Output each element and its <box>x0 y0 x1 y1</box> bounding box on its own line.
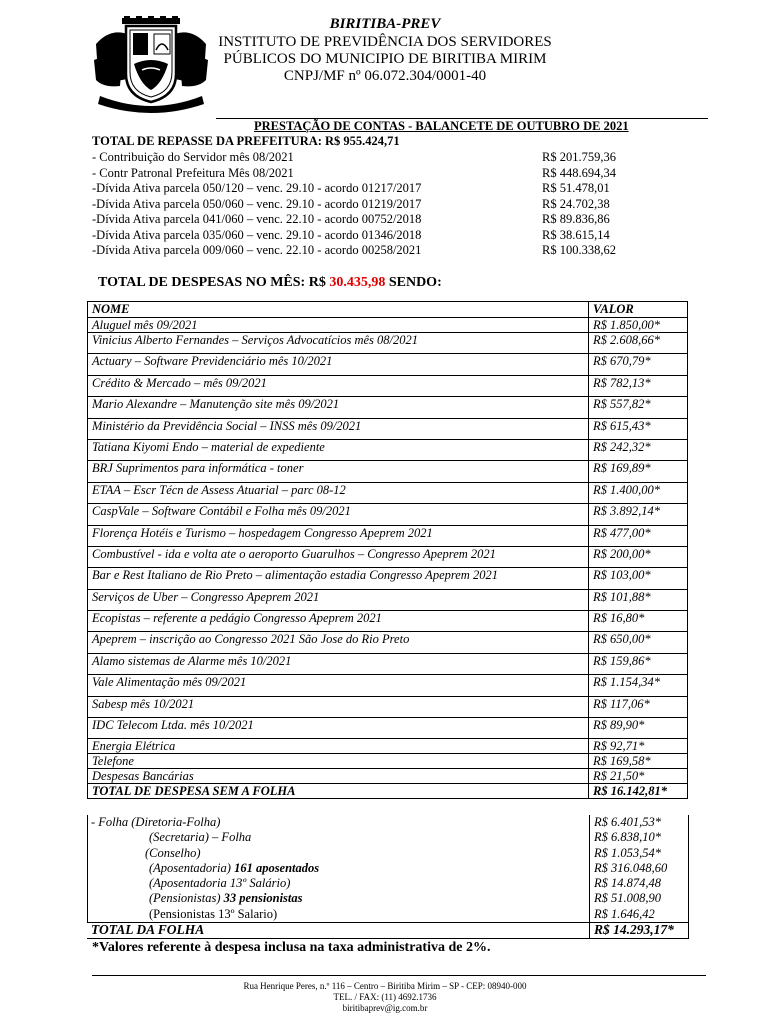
repasse-list <box>92 150 652 259</box>
folha-row-value: R$ 1.053,54* <box>594 845 662 860</box>
repasse-item-label: -Dívida Ativa parcela 035/060 – venc. 29.10 - acordo 01346/2018 <box>92 227 422 242</box>
repasse-item-value: R$ 38.615,14 <box>542 227 610 242</box>
folha-row-value: R$ 6.838,10* <box>594 830 662 845</box>
repasse-item-label: -Dívida Ativa parcela 041/060 – venc. 22.10 - acordo 00752/2018 <box>92 212 422 226</box>
expense-name: Energia Elétrica <box>88 739 589 754</box>
expense-name: CaspVale – Software Contábil e Folha mês 09/2021 <box>88 504 589 525</box>
repasse-item-value: R$ 24.702,38 <box>542 196 610 211</box>
table-row <box>88 769 688 784</box>
folha-row-label: - Folha (Diretoria-Folha) <box>91 815 221 829</box>
folha-row-value: R$ 316.048,60 <box>594 860 668 875</box>
footer-email: biritibaprev@ig.com.br <box>342 1003 428 1013</box>
repasse-item-label: -Dívida Ativa parcela 050/120 – venc. 29.10 - acordo 01217/2017 <box>92 181 422 195</box>
table-row <box>88 653 688 674</box>
expense-name: Aluguel mês 09/2021 <box>88 318 589 333</box>
expense-name: Combustível - ida e volta ate o aeroporto Guarulhos – Congresso Apeprem 2021 <box>88 546 589 567</box>
folha-row-label: (Aposentadoria 13º Salário) <box>149 876 291 891</box>
expense-name: TOTAL DE DESPESA SEM A FOLHA <box>88 784 589 799</box>
expense-value: R$ 2.608,66* <box>589 333 688 354</box>
org-name-line-2: PÚBLICOS DO MUNICIPIO DE BIRITIBA MIRIM <box>223 51 547 67</box>
table-row <box>88 568 688 589</box>
expense-name: ETAA – Escr Técn de Assess Atuarial – parc 08-12 <box>88 482 589 503</box>
repasse-item-label: -Dívida Ativa parcela 009/060 – venc. 22.10 - acordo 00258/2021 <box>92 243 422 257</box>
expense-name: Vinicius Alberto Fernandes – Serviços Advocatícios mês 08/2021 <box>88 333 589 354</box>
folha-row-value: R$ 51.008,90 <box>594 891 662 906</box>
folha-row-label: (Conselho) <box>145 845 201 860</box>
expense-value: R$ 101,88* <box>589 589 688 610</box>
repasse-item-value: R$ 51.478,01 <box>542 181 610 195</box>
repasse-item <box>92 243 652 259</box>
table-row <box>88 611 688 632</box>
folha-row <box>87 876 688 891</box>
expense-name: Ministério da Previdência Social – INSS mês 09/2021 <box>88 418 589 439</box>
table-row <box>88 754 688 769</box>
folha-row-label: (Aposentadoria) <box>149 860 235 875</box>
expense-value: R$ 615,43* <box>589 418 688 439</box>
table-row <box>88 525 688 546</box>
expense-value: R$ 92,71* <box>589 739 688 754</box>
table-row <box>88 718 688 739</box>
total-folha-label: TOTAL DA FOLHA <box>91 922 205 937</box>
column-header-name: NOME <box>88 302 589 318</box>
folha-right-border <box>688 815 689 923</box>
repasse-item-value: R$ 448.694,34 <box>542 165 616 180</box>
folha-row-value: R$ 14.874,48 <box>594 876 662 891</box>
expense-name: Bar e Rest Italiano de Rio Preto – alimentação estadia Congresso Apeprem 2021 <box>88 568 589 589</box>
expense-name: Alamo sistemas de Alarme mês 10/2021 <box>88 653 589 674</box>
expense-name: Florença Hotéis e Turismo – hospedagem Congresso Apeprem 2021 <box>88 525 589 546</box>
expense-value: R$ 21,50* <box>589 769 688 784</box>
table-row <box>88 461 688 482</box>
folha-row <box>87 830 688 845</box>
expense-name: Despesas Bancárias <box>88 769 589 784</box>
table-header-row <box>88 302 688 318</box>
total-folha-divider <box>589 922 590 939</box>
expense-name: Apeprem – inscrição ao Congresso 2021 São Jose do Rio Preto <box>88 632 589 653</box>
folha-row-label: (Pensionistas 13º Salario) <box>149 906 278 921</box>
expense-value: R$ 169,58* <box>589 754 688 769</box>
table-row <box>88 504 688 525</box>
table-row <box>88 675 688 696</box>
table-row <box>88 397 688 418</box>
repasse-title: TOTAL DE REPASSE DA PREFEITURA: R$ 955.424,71 <box>92 134 400 148</box>
org-short-name: BIRITIBA-PREV <box>329 16 441 32</box>
expenses-table <box>87 301 688 799</box>
despesas-title-prefix: TOTAL DE DESPESAS NO MÊS: R$ <box>98 275 330 290</box>
expense-value: R$ 16,80* <box>589 611 688 632</box>
expense-value: R$ 117,06* <box>589 696 688 717</box>
expense-value: R$ 200,00* <box>589 546 688 567</box>
repasse-item <box>92 197 652 213</box>
repasse-item-label: - Contr Patronal Prefeitura Mês 08/2021 <box>92 165 294 180</box>
expense-name: Crédito & Mercado – mês 09/2021 <box>88 375 589 396</box>
table-row <box>88 632 688 653</box>
table-row <box>88 375 688 396</box>
folha-row-label: (Secretaria) – Folha <box>149 830 252 845</box>
expense-value: R$ 477,00* <box>589 525 688 546</box>
expense-name: IDC Telecom Ltda. mês 10/2021 <box>88 718 589 739</box>
folha-row-value: R$ 1.646,42 <box>594 906 655 921</box>
folha-row-label: (Pensionistas) <box>149 891 224 906</box>
table-row <box>88 318 688 333</box>
table-row <box>88 589 688 610</box>
repasse-item-label: - Contribuição do Servidor mês 08/2021 <box>92 150 294 164</box>
table-row <box>88 739 688 754</box>
footer-phone: TEL. / FAX: (11) 4692.1736 <box>333 992 437 1002</box>
table-row <box>88 439 688 460</box>
expense-name: Telefone <box>88 754 589 769</box>
folha-block <box>87 815 688 922</box>
repasse-item <box>92 228 652 244</box>
repasse-item-value: R$ 89.836,86 <box>542 212 610 226</box>
total-folha-value: R$ 14.293,17* <box>594 922 674 937</box>
table-row <box>88 418 688 439</box>
expense-value: R$ 1.850,00* <box>589 318 688 333</box>
repasse-item-value: R$ 201.759,36 <box>542 150 616 164</box>
expense-name: Sabesp mês 10/2021 <box>88 696 589 717</box>
expense-value: R$ 242,32* <box>589 439 688 460</box>
total-folha-row <box>87 922 689 939</box>
repasse-item <box>92 150 652 166</box>
expense-name: Tatiana Kiyomi Endo – material de expediente <box>88 439 589 460</box>
expense-value: R$ 650,00* <box>589 632 688 653</box>
expense-value: R$ 782,13* <box>589 375 688 396</box>
expense-value: R$ 557,82* <box>589 397 688 418</box>
folha-left-border <box>87 815 88 923</box>
expense-name: Mario Alexandre – Manutenção site mês 09/2021 <box>88 397 589 418</box>
expense-value: R$ 103,00* <box>589 568 688 589</box>
table-row <box>88 354 688 375</box>
expense-value: R$ 3.892,14* <box>589 504 688 525</box>
expense-value: R$ 89,90* <box>589 718 688 739</box>
expense-name: Ecopistas – referente a pedágio Congresso Apeprem 2021 <box>88 611 589 632</box>
folha-row <box>87 815 688 830</box>
expense-value: R$ 1.154,34* <box>589 675 688 696</box>
table-row <box>88 546 688 567</box>
report-title: PRESTAÇÃO DE CONTAS - BALANCETE DE OUTUBRO DE 2021 <box>254 119 629 133</box>
expense-name: Serviços de Uber – Congresso Apeprem 2021 <box>88 589 589 610</box>
despesas-total-amount: 30.435,98 <box>329 275 386 290</box>
footer-divider <box>92 975 706 976</box>
folha-row-value: R$ 6.401,53* <box>594 815 662 829</box>
folha-row <box>87 891 688 906</box>
folha-row <box>87 846 688 861</box>
footnote: *Valores referente à despesa inclusa na taxa administrativa de 2%. <box>92 940 491 955</box>
repasse-item-value: R$ 100.338,62 <box>542 243 616 257</box>
repasse-item <box>92 166 652 182</box>
table-row <box>88 482 688 503</box>
expense-value: R$ 670,79* <box>589 354 688 375</box>
pensionistas-count: 33 pensionistas <box>223 891 303 906</box>
expense-name: Actuary – Software Previdenciário mês 10/2021 <box>88 354 589 375</box>
folha-row <box>87 861 688 876</box>
table-row <box>88 333 688 354</box>
despesas-title-suffix: SENDO: <box>385 275 442 290</box>
org-name-line-1: INSTITUTO DE PREVIDÊNCIA DOS SERVIDORES <box>218 34 552 50</box>
expense-name: BRJ Suprimentos para informática - toner <box>88 461 589 482</box>
org-cnpj: CNPJ/MF nº 06.072.304/0001-40 <box>283 68 487 84</box>
expense-value: R$ 159,86* <box>589 653 688 674</box>
column-header-value: VALOR <box>589 302 688 318</box>
expense-value: R$ 1.400,00* <box>589 482 688 503</box>
table-row <box>88 696 688 717</box>
repasse-item <box>92 212 652 228</box>
total-sem-folha-row <box>88 784 688 799</box>
despesas-title <box>98 275 442 291</box>
repasse-item-label: -Dívida Ativa parcela 050/060 – venc. 29.10 - acordo 01219/2017 <box>92 196 422 211</box>
expense-value: R$ 16.142,81* <box>589 784 688 799</box>
expense-name: Vale Alimentação mês 09/2021 <box>88 675 589 696</box>
footer-address: Rua Henrique Peres, n.º 116 – Centro – Biritiba Mirim – SP - CEP: 08940-000 <box>243 981 527 991</box>
aposentados-count: 161 aposentados <box>234 860 320 875</box>
repasse-item <box>92 181 652 197</box>
folha-row <box>87 907 688 922</box>
expense-value: R$ 169,89* <box>589 461 688 482</box>
